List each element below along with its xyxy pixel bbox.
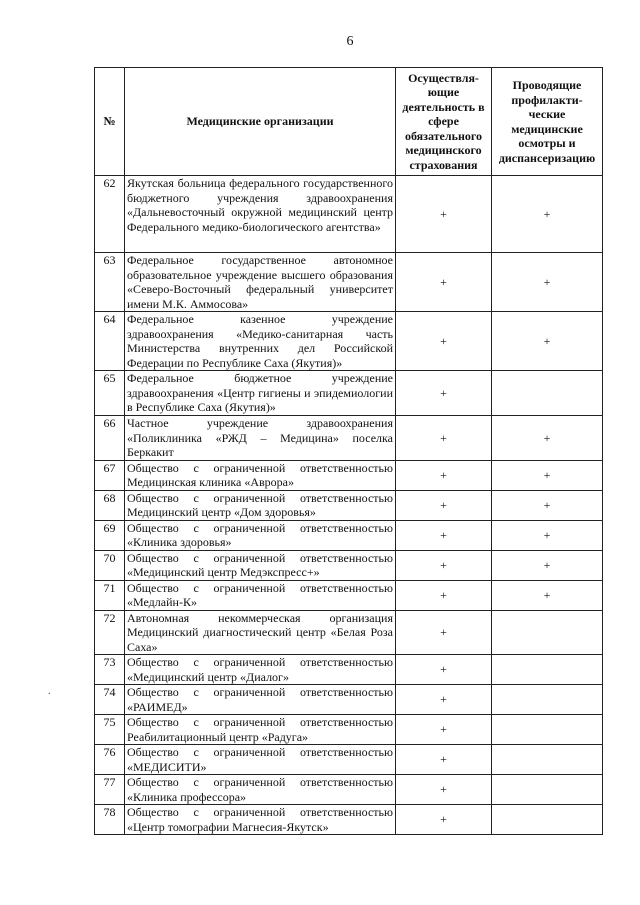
table-row	[95, 745, 603, 775]
oms-mark: +	[396, 253, 492, 312]
scan-speck: .	[48, 686, 51, 697]
row-number: 73	[95, 655, 125, 685]
row-number: 70	[95, 550, 125, 580]
row-number: 65	[95, 371, 125, 416]
preventive-exam-mark	[492, 775, 603, 805]
header-organization: Медицинские организации	[125, 68, 396, 176]
row-number: 72	[95, 610, 125, 655]
oms-mark: +	[396, 685, 492, 715]
organization-name: Общество с ограниченной ответственностью «МЕДИСИТИ»	[125, 745, 396, 775]
table-row	[95, 610, 603, 655]
table-header-row	[95, 68, 603, 176]
table-row	[95, 655, 603, 685]
table-row	[95, 371, 603, 416]
organization-name: Общество с ограниченной ответственностью «РАИМЕД»	[125, 685, 396, 715]
organization-name: Федеральное государственное автономное образовательное учреждение высшего образования «Северо-Восточный федеральный университет имени М.К. Аммосова»	[125, 253, 396, 312]
oms-mark: +	[396, 460, 492, 490]
header-preventive-exams: Проводящие профилакти-ческие медицинские осмотры и диспансеризацию	[492, 68, 603, 176]
preventive-exam-mark: +	[492, 312, 603, 371]
table-row	[95, 312, 603, 371]
preventive-exam-mark	[492, 371, 603, 416]
oms-mark: +	[396, 745, 492, 775]
oms-mark: +	[396, 655, 492, 685]
table-row	[95, 580, 603, 610]
preventive-exam-mark: +	[492, 490, 603, 520]
organization-name: Общество с ограниченной ответственностью «Центр томографии Магнесия-Якутск»	[125, 805, 396, 835]
table-row	[95, 253, 603, 312]
table-row	[95, 685, 603, 715]
organization-name: Федеральное казенное учреждение здравоохранения «Медико-санитарная часть Министерства внутренних дел Российской Федерации по Республике Саха (Якутия)»	[125, 312, 396, 371]
preventive-exam-mark	[492, 805, 603, 835]
row-number: 62	[95, 176, 125, 253]
organization-name: Общество с ограниченной ответственностью Медицинский центр «Дом здоровья»	[125, 490, 396, 520]
preventive-exam-mark	[492, 685, 603, 715]
table-row	[95, 520, 603, 550]
row-number: 78	[95, 805, 125, 835]
oms-mark: +	[396, 805, 492, 835]
row-number: 77	[95, 775, 125, 805]
table-row	[95, 460, 603, 490]
row-number: 64	[95, 312, 125, 371]
table-row	[95, 490, 603, 520]
preventive-exam-mark: +	[492, 460, 603, 490]
page-number: 6	[346, 34, 354, 49]
table-row	[95, 416, 603, 461]
oms-mark: +	[396, 371, 492, 416]
organization-name: Общество с ограниченной ответственностью «Клиника профессора»	[125, 775, 396, 805]
header-oms-activity: Осуществля-ющие деятельность в сфере обязательного медицинского страхования	[396, 68, 492, 176]
table-row	[95, 176, 603, 253]
row-number: 67	[95, 460, 125, 490]
preventive-exam-mark: +	[492, 176, 603, 253]
oms-mark: +	[396, 580, 492, 610]
preventive-exam-mark	[492, 715, 603, 745]
table-row	[95, 715, 603, 745]
oms-mark: +	[396, 550, 492, 580]
organization-name: Общество с ограниченной ответственностью Реабилитационный центр «Радуга»	[125, 715, 396, 745]
organization-name: Якутская больница федерального государственного бюджетного учреждения здравоохранения «Дальневосточный окружной медицинский центр Федерального медико-биологического агентства»	[125, 176, 396, 253]
oms-mark: +	[396, 312, 492, 371]
oms-mark: +	[396, 715, 492, 745]
organization-name: Общество с ограниченной ответственностью «Медицинский центр Медэкспресс+»	[125, 550, 396, 580]
oms-mark: +	[396, 775, 492, 805]
table-row	[95, 775, 603, 805]
preventive-exam-mark	[492, 610, 603, 655]
row-number: 74	[95, 685, 125, 715]
organization-name: Общество с ограниченной ответственностью «Клиника здоровья»	[125, 520, 396, 550]
oms-mark: +	[396, 610, 492, 655]
oms-mark: +	[396, 520, 492, 550]
organization-name: Общество с ограниченной ответственностью Медицинская клиника «Аврора»	[125, 460, 396, 490]
organization-name: Общество с ограниченной ответственностью «Медлайн-К»	[125, 580, 396, 610]
row-number: 76	[95, 745, 125, 775]
row-number: 75	[95, 715, 125, 745]
preventive-exam-mark: +	[492, 253, 603, 312]
table-row	[95, 805, 603, 835]
table-row	[95, 550, 603, 580]
organization-name: Частное учреждение здравоохранения «Поликлиника «РЖД – Медицина» поселка Беркакит	[125, 416, 396, 461]
preventive-exam-mark: +	[492, 580, 603, 610]
row-number: 63	[95, 253, 125, 312]
header-number: №	[95, 68, 125, 176]
medical-organizations-table	[94, 67, 603, 835]
preventive-exam-mark	[492, 745, 603, 775]
row-number: 71	[95, 580, 125, 610]
organization-name: Общество с ограниченной ответственностью «Медицинский центр «Диалог»	[125, 655, 396, 685]
row-number: 69	[95, 520, 125, 550]
row-number: 68	[95, 490, 125, 520]
organization-name: Федеральное бюджетное учреждение здравоохранения «Центр гигиены и эпидемиологии в Республике Саха (Якутия)»	[125, 371, 396, 416]
oms-mark: +	[396, 416, 492, 461]
oms-mark: +	[396, 490, 492, 520]
preventive-exam-mark: +	[492, 416, 603, 461]
row-number: 66	[95, 416, 125, 461]
preventive-exam-mark: +	[492, 550, 603, 580]
preventive-exam-mark: +	[492, 520, 603, 550]
oms-mark: +	[396, 176, 492, 253]
preventive-exam-mark	[492, 655, 603, 685]
organization-name: Автономная некоммерческая организация Медицинский диагностический центр «Белая Роза Саха»	[125, 610, 396, 655]
